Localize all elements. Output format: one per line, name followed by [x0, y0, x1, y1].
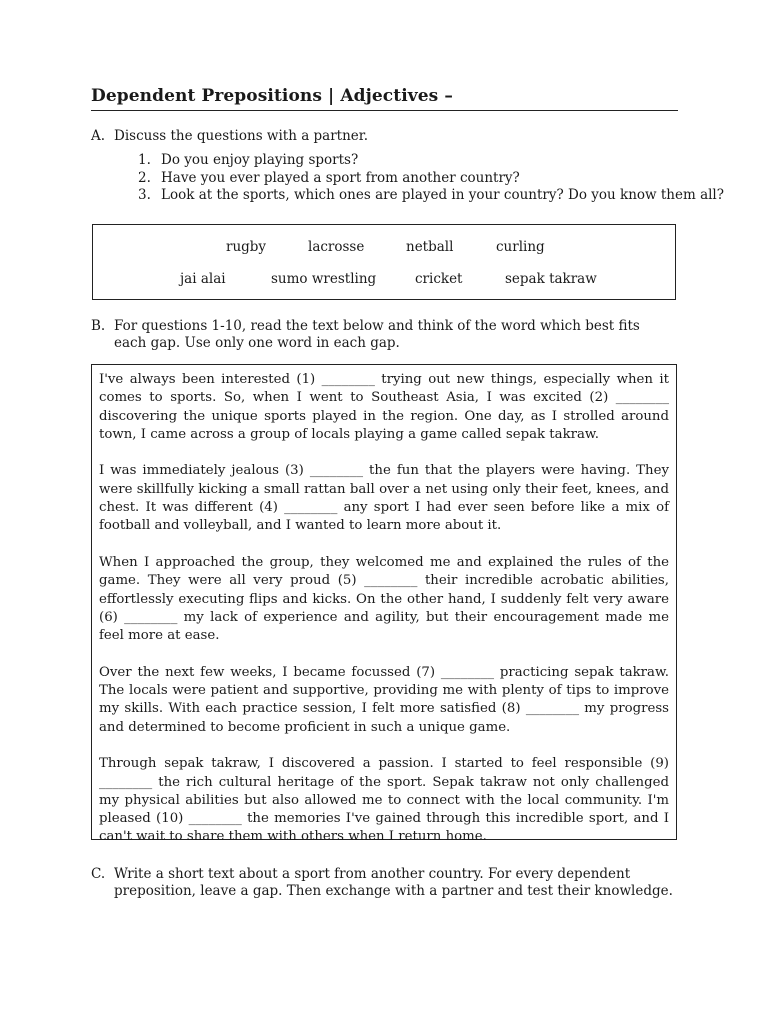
sport-word: jai alai: [180, 271, 226, 287]
sport-word: lacrosse: [308, 239, 365, 255]
text-paragraph: I've always been interested (1) ________ trying out new things, especially when it comes to sports. So, when I went to Southeast Asia, I was excited (2) ________ discovering the unique sports played in the region. One day, as I strolled around town, I came across a group of locals playing a game called sepak takraw.: [99, 372, 669, 442]
discussion-question: [138, 187, 724, 205]
sport-word: sumo wrestling: [271, 271, 377, 287]
sport-word: curling: [496, 239, 545, 255]
question-text: Do you enjoy playing sports?: [161, 152, 359, 168]
question-text: Have you ever played a sport from another country?: [161, 169, 520, 186]
sport-word: sepak takraw: [505, 271, 597, 287]
discussion-question: [138, 170, 724, 188]
sports-word-box: [92, 224, 676, 300]
gap-fill-text-box: [91, 364, 677, 845]
question-text: Look at the sports, which ones are played in your country? Do you know them all?: [161, 187, 724, 203]
question-number: 2.: [138, 169, 151, 186]
discussion-question: [138, 152, 724, 170]
text-paragraph: When I approached the group, they welcomed me and explained the rules of the game. They were all very proud (5) ________ their incredible acrobatic abilities, effortlessly executing flips and kicks. On the other hand, I suddenly felt very aware (6) ________ my lack of experience and agility, but their encouragement made me feel more at ease.: [99, 554, 669, 644]
section-b-instruction: For questions 1-10, read the text below and think of the word which best fits each gap. Use only one word in each gap.: [114, 318, 640, 351]
section-c-instruction: Write a short text about a sport from another country. For every dependent preposition, leave a gap. Then exchange with a partner and test their knowledge.: [114, 866, 673, 899]
sport-word: rugby: [226, 239, 267, 255]
section-a-label: A.: [91, 128, 106, 144]
sport-word: netball: [406, 239, 454, 255]
sport-word: cricket: [415, 271, 463, 287]
section-b-label: B.: [91, 318, 106, 334]
text-paragraph: Through sepak takraw, I discovered a passion. I started to feel responsible (9) ________ the rich cultural heritage of the sport. Sepak takraw not only challenged my physical abilities but also allowed me to connect with the local community. I'm pleased (10) ________ the memories I've gained through this incredible sport, and I can't wait to share them with others when I return home.: [99, 756, 669, 845]
section-a-instruction: Discuss the questions with a partner.: [114, 128, 369, 144]
question-number: 3.: [138, 187, 151, 203]
discussion-question-list: [138, 152, 724, 205]
question-number: 1.: [138, 152, 151, 168]
text-paragraph: Over the next few weeks, I became focussed (7) ________ practicing sepak takraw. The locals were patient and supportive, providing me with plenty of tips to improve my skills. With each practice session, I felt more satisfied (8) ________ my progress and determined to become proficient in such a unique game.: [99, 664, 669, 735]
page-title: Dependent Prepositions | Adjectives –: [91, 86, 678, 111]
text-paragraph: I was immediately jealous (3) ________ the fun that the players were having. They were skillfully kicking a small rattan ball over a net using only their feet, knees, and chest. It was different (4) ________ any sport I had ever seen before like a mix of football and volleyball, and I wanted to learn more about it.: [99, 463, 669, 534]
section-c-label: C.: [91, 866, 106, 882]
